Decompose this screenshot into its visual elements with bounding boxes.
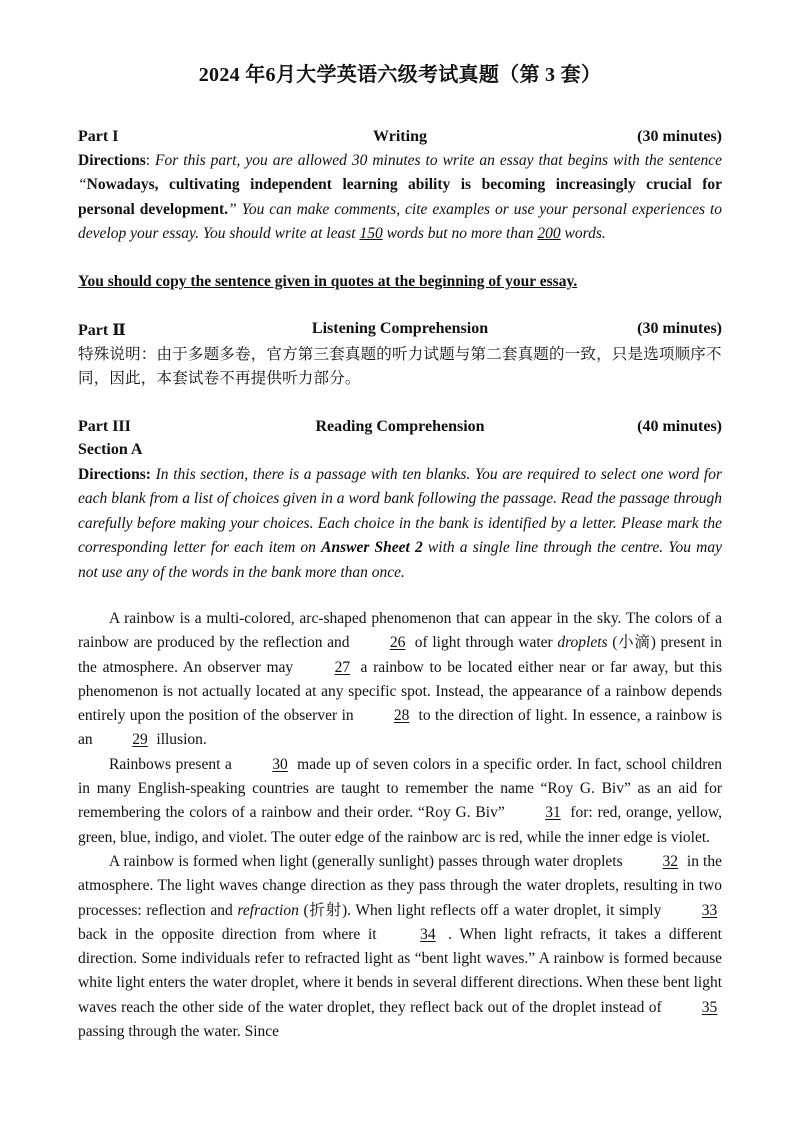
blank-33: 33 xyxy=(701,901,718,919)
part1-directions-colon: : xyxy=(145,152,156,169)
part2-special-note: 特殊说明：由于多题多卷，官方第三套真题的听力试题与第二套真题的一致，只是选项顺序不同，因此，本套试卷不再提供听力部分。 xyxy=(78,345,722,387)
min-words: 150 xyxy=(359,225,383,243)
passage-text: . When light refracts, it takes a different direction. Some individuals refer to refracted light as “bent light waves.” A rainbow is formed because white light enters the water droplet, where it bends in several different directions. When these bent light waves reach the other side of the water droplet, they reflect back out of the droplet instead of xyxy=(78,925,722,1016)
part1-header xyxy=(78,128,722,150)
passage-paragraph-2 xyxy=(78,753,722,850)
passage-text: A rainbow is formed when light (generally sunlight) passes through water droplets xyxy=(109,852,627,870)
max-words: 200 xyxy=(537,225,561,243)
copy-sentence-note: You should copy the sentence given in quotes at the beginning of your essay. xyxy=(78,273,578,290)
part1-directions-label: Directions xyxy=(78,152,146,169)
part3-name: Reading Comprehension xyxy=(315,418,485,435)
part2-header xyxy=(78,320,722,342)
passage-text: passing through the water. Since xyxy=(78,1023,280,1041)
quote-close: ” xyxy=(228,200,237,218)
passage-text: a rainbow to be located either near or far away, but this phenomenon is not actually located at any specific spot. Instead, the appearance of a rainbow depends entirely upon the position of the observer in xyxy=(78,658,722,725)
passage-paragraph-1 xyxy=(78,607,722,753)
part2-label: Part Ⅱ xyxy=(78,322,126,339)
part3-directions-text-1: In this section, there is a passage with ten blanks. You are required to select one word for each blank from a list of choices given in a word bank following the passage. Read the passage through carefully before making your choices. Each choice in the bank is identified by a letter. Please mark the corresponding letter for each item on xyxy=(78,466,722,557)
blank-31: 31 xyxy=(545,804,561,822)
passage-text: A rainbow is a multi-colored, arc-shaped phenomenon that can appear in the sky. The colors of a rainbow are produced by the reflection and xyxy=(78,610,722,652)
passage-text: (折射). When light reflects off a water droplet, it simply xyxy=(298,901,666,919)
droplets-word: droplets xyxy=(557,634,608,652)
passage-text: made up of seven colors in a specific order. In fact, school children in many English-speaking countries are taught to remember the name “Roy G. Biv” as an aid for remembering the colors of a rainbow and their order. “Roy G. Biv” xyxy=(78,755,722,822)
part3-time: (40 minutes) xyxy=(637,418,722,435)
passage-text: back in the opposite direction from where it xyxy=(78,925,385,943)
part1-directions-text-4: words. xyxy=(560,225,606,243)
quote-open: “ xyxy=(78,176,87,194)
passage-text: illusion. xyxy=(152,731,207,749)
refraction-word: refraction xyxy=(237,901,299,919)
blank-27: 27 xyxy=(334,658,351,676)
blank-30: 30 xyxy=(272,755,288,773)
blank-29: 29 xyxy=(132,731,148,749)
part1-directions-text-1: For this part, you are allowed 30 minutes to write an essay that begins with the sentence xyxy=(155,152,722,169)
part3-header xyxy=(78,418,722,440)
blank-34: 34 xyxy=(420,925,436,943)
passage-text: (小滴) present in the atmosphere. An observer may xyxy=(78,634,722,676)
passage-text: in the atmosphere. The light waves change direction as they pass through the water droplets, resulting in two processes: reflection and xyxy=(78,852,722,919)
page-title: 2024 年6月大学英语六级考试真题（第 3 套） xyxy=(198,64,602,86)
part3-directions-text-2: with a single line through the centre. You may not use any of the words in the bank more than once. xyxy=(78,539,722,581)
passage-text: to the direction of light. In essence, a rainbow is an xyxy=(78,707,722,749)
part1-name: Writing xyxy=(373,128,427,145)
passage-text: Rainbows present a xyxy=(109,755,237,773)
part3-directions-label: Directions: xyxy=(78,466,151,483)
part2-time: (30 minutes) xyxy=(637,320,722,337)
part3-directions xyxy=(78,463,722,585)
quote-sentence: Nowadays, cultivating independent learning ability is becoming increasingly crucial for personal development. xyxy=(78,176,722,218)
blank-35: 35 xyxy=(701,998,718,1016)
section-a-label: Section A xyxy=(78,441,143,458)
passage-paragraph-3 xyxy=(78,850,722,1044)
blank-32: 32 xyxy=(662,852,679,870)
part2-name: Listening Comprehension xyxy=(311,320,489,337)
blank-28: 28 xyxy=(393,707,410,725)
passage-text: for: red, orange, yellow, green, blue, indigo, and violet. The outer edge of the rainbow arc is red, while the inner edge is violet. xyxy=(78,804,722,846)
part1-label: Part I xyxy=(78,128,119,145)
reading-passage xyxy=(78,607,722,1044)
part3-label: Part III xyxy=(78,418,131,435)
passage-text: of light through water xyxy=(410,634,558,652)
blank-26: 26 xyxy=(389,634,406,652)
part1-directions xyxy=(78,149,722,247)
part1-time: (30 minutes) xyxy=(637,128,722,145)
answer-sheet-ref: Answer Sheet 2 xyxy=(321,539,423,557)
part1-directions-text-2: You can make comments, cite examples or use your personal experiences to develop your essay. You should write at least xyxy=(78,200,723,243)
part1-directions-text-3: words but no more than xyxy=(382,225,538,243)
